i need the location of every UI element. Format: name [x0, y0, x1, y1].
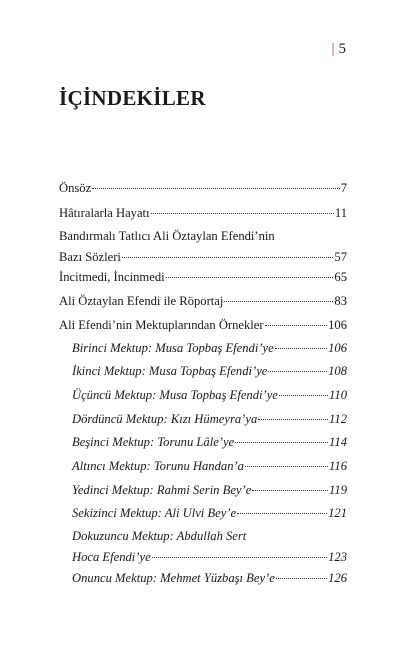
toc-subentry-label: Sekizinci Mektup: Ali Ulvi Bey’e	[72, 506, 237, 520]
toc-subentry-label: Dokuzuncu Mektup: Abdullah Sert	[72, 529, 247, 543]
toc-entry-label: Önsöz	[59, 181, 92, 195]
toc-entry-label: Ali Efendi’nin Mektuplarından Örnekler	[59, 318, 264, 332]
toc-leader-dots	[268, 371, 327, 372]
toc-subentry	[72, 432, 347, 453]
toc-leader-dots	[245, 466, 328, 467]
toc-entry-page: 11	[334, 206, 347, 220]
toc-subentry-page: 110	[329, 388, 347, 402]
toc-subentry-label: Onuncu Mektup: Mehmet Yüzbaşı Bey’e	[72, 571, 275, 585]
toc-entry-label: Bandırmalı Tatlıcı Ali Öztaylan Efendi’nin	[59, 229, 275, 243]
toc-leader-dots	[237, 513, 327, 514]
toc-subentry-page: 106	[328, 341, 347, 355]
toc-leader-dots	[252, 490, 328, 491]
toc-leader-dots	[151, 213, 334, 214]
toc-entry-page: 7	[340, 181, 347, 195]
toc-leader-dots	[276, 578, 327, 579]
toc-subentry	[72, 568, 347, 589]
toc-leader-dots	[258, 419, 328, 420]
toc-subentry	[72, 456, 347, 477]
toc-subentry-label: Birinci Mektup: Musa Topbaş Efendi’ye	[72, 341, 274, 355]
toc-subentry-label: Dördüncü Mektup: Kızı Hümeyra’ya	[72, 412, 258, 426]
toc-entry-label: Ali Öztaylan Efendi ile Röportaj	[59, 294, 224, 308]
toc-subentry-label: Yedinci Mektup: Rahmi Serin Bey’e	[72, 483, 252, 497]
toc-entry-page: 57	[334, 250, 347, 264]
toc-entry-page: 83	[334, 294, 347, 308]
toc-entry	[59, 291, 347, 312]
toc-subentry-page: 123	[328, 550, 347, 564]
toc-subentry	[72, 338, 347, 359]
page-number-divider: |	[331, 41, 335, 57]
toc-subentry-page: 116	[329, 459, 347, 473]
toc-leader-dots	[275, 348, 327, 349]
toc-subentry	[72, 503, 347, 524]
toc-subentry	[72, 526, 347, 568]
toc-entry	[59, 203, 347, 224]
toc-entry	[59, 267, 347, 288]
toc-leader-dots	[235, 442, 328, 443]
toc-subentry-label-continued: Hoca Efendi’ye	[72, 550, 151, 564]
toc-subentry-page: 108	[328, 364, 347, 378]
page-number	[331, 41, 346, 58]
toc-leader-dots	[265, 325, 328, 326]
toc-subentry-page: 114	[329, 435, 347, 449]
toc-subentry	[72, 385, 347, 406]
toc-subentry-page: 119	[329, 483, 347, 497]
toc-entry-page: 106	[328, 318, 347, 332]
toc-subentry-label: Altıncı Mektup: Torunu Handan’a	[72, 459, 244, 473]
toc-leader-dots	[279, 395, 328, 396]
page-title: İÇİNDEKİLER	[59, 86, 206, 110]
toc-subentry-page: 126	[328, 571, 347, 585]
toc-leader-dots	[122, 257, 334, 258]
toc-entry	[59, 226, 347, 268]
toc-subentry-label: Beşinci Mektup: Torunu Lâle’ye	[72, 435, 235, 449]
toc-entry	[59, 178, 347, 199]
toc-subentry-label: Üçüncü Mektup: Musa Topbaş Efendi’ye	[72, 388, 278, 402]
toc-subentry	[72, 409, 347, 430]
toc-leader-dots	[92, 188, 340, 189]
toc-entry	[59, 315, 347, 336]
toc-leader-dots	[152, 557, 327, 558]
toc-subentry-page: 121	[328, 506, 347, 520]
toc-leader-dots	[224, 301, 333, 302]
toc-entry-label-continued: Bazı Sözleri	[59, 250, 121, 264]
toc-subentry	[72, 361, 347, 382]
toc-subentry-label: İkinci Mektup: Musa Topbaş Efendi’ye	[72, 364, 268, 378]
toc-entry-label: Hâtıralarla Hayatı	[59, 206, 150, 220]
toc-subentry-page: 112	[329, 412, 347, 426]
toc-subentry	[72, 480, 347, 501]
toc-entry-page: 65	[334, 270, 347, 284]
toc-entry-label: İncitmedi, İncinmedi	[59, 270, 165, 284]
page-number-value: 5	[338, 41, 346, 57]
toc-leader-dots	[166, 277, 334, 278]
